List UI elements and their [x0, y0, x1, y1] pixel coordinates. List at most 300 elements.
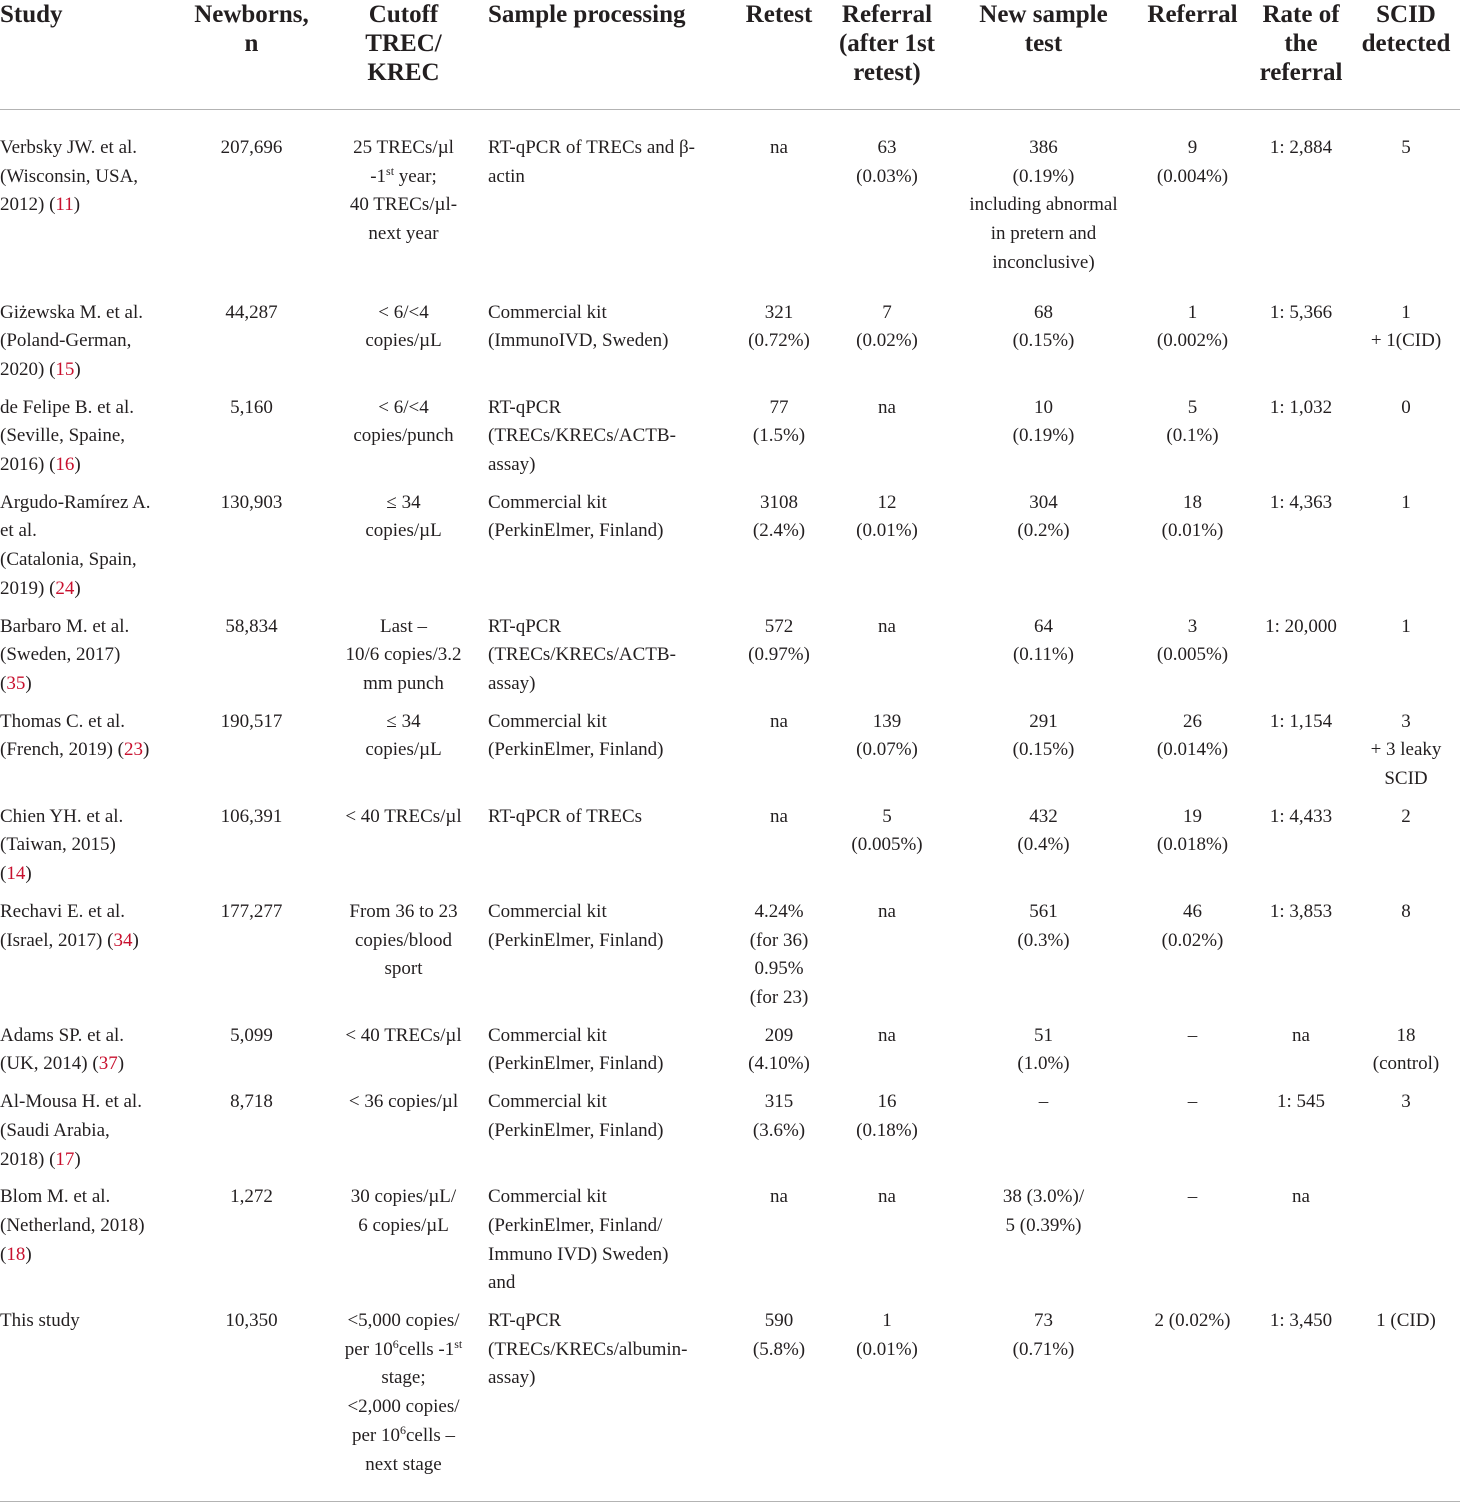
study-line: et al.: [0, 520, 37, 542]
study-line: [0, 736, 174, 765]
superscript: 6: [392, 1336, 399, 1351]
cell-line: (0.01%): [1161, 520, 1224, 542]
cell-line: na: [770, 1186, 788, 1208]
scid-detected-cell: [1352, 1022, 1460, 1088]
cell-line: including abnormal: [969, 194, 1118, 216]
cell-line: 3: [1187, 615, 1198, 637]
cutoff-line: [319, 163, 488, 192]
cell-line: (0.3%): [1017, 929, 1070, 951]
cutoff-cell: [319, 110, 488, 299]
cell-line: (PerkinElmer, Finland): [488, 739, 664, 761]
cutoff-text: per 10: [344, 1338, 393, 1360]
table-row: [0, 803, 1460, 898]
cell-line: (ImmunoIVD, Sweden): [488, 330, 669, 352]
study-text: ): [117, 1053, 125, 1075]
reference-link[interactable]: 17: [55, 1148, 75, 1170]
cell-line: na: [878, 1024, 896, 1046]
newborns-cell: 5,160: [230, 396, 273, 418]
rate-of-referral-cell: 1: 1,154: [1269, 710, 1333, 732]
cell-line: na: [770, 137, 788, 158]
study-line: Verbsky JW. et al.: [0, 137, 138, 158]
referral-cell: [1135, 1183, 1250, 1307]
header-line: SCID: [1376, 1, 1436, 28]
header-rate-of-referral: [1250, 0, 1352, 110]
referral-after-retest-cell: [822, 110, 952, 299]
cutoff-line: < 40 TRECs/µl: [345, 805, 462, 827]
retest-cell: [736, 1183, 822, 1307]
scid-detected-cell: [1352, 613, 1460, 708]
study-line: de Felipe B. et al.: [0, 396, 135, 418]
sample-processing-cell: [488, 110, 736, 299]
reference-link[interactable]: 18: [6, 1243, 26, 1265]
sample-processing-cell: [488, 1088, 736, 1183]
cutoff-line: copies/punch: [353, 425, 454, 447]
cell-line: 291: [1029, 710, 1058, 732]
cell-line: na: [878, 900, 896, 922]
cutoff-line: < 40 TRECs/µl: [345, 1024, 462, 1046]
rate-of-referral-cell: 1: 4,363: [1269, 491, 1333, 513]
study-line: Rechavi E. et al.: [0, 900, 126, 922]
cell-line: (0.4%): [1017, 834, 1070, 856]
cell-line: (3.6%): [752, 1119, 806, 1141]
cell-line: (0.97%): [748, 644, 810, 666]
scid-detected-cell: [1352, 708, 1460, 803]
reference-link[interactable]: 11: [55, 194, 74, 216]
cell-line: (0.002%): [1156, 330, 1229, 352]
study-text: ): [74, 454, 81, 476]
study-cell: [0, 613, 184, 708]
study-line: [0, 927, 174, 956]
study-cell: [0, 1183, 184, 1307]
cutoff-text: per 10: [351, 1424, 400, 1446]
cell-line: 38 (3.0%)/: [1002, 1186, 1085, 1208]
cell-line: (0.02%): [1161, 929, 1224, 951]
cell-line: (0.004%): [1156, 165, 1229, 187]
header-scid-detected: [1352, 0, 1460, 110]
cutoff-line: mm punch: [363, 672, 444, 694]
cell-line: 572: [764, 615, 794, 637]
new-sample-test-cell: [952, 489, 1135, 613]
cell-line: 64: [1034, 615, 1053, 637]
cutoff-line: copies/µL: [365, 739, 442, 761]
retest-cell: [736, 394, 822, 489]
study-text: 2019) (: [0, 577, 56, 599]
cutoff-cell: [319, 1183, 488, 1307]
scid-detected-cell: [1352, 299, 1460, 394]
study-text: ): [25, 1243, 32, 1265]
cell-line: Commercial kit: [488, 710, 607, 732]
cell-line: 4.24%: [754, 900, 804, 922]
study-line: Adams SP. et al.: [0, 1024, 125, 1046]
header-newborns: [184, 0, 319, 110]
scid-detected-cell: [1352, 898, 1460, 1022]
cell-line: RT-qPCR: [488, 1310, 562, 1332]
cell-line: 77: [769, 396, 789, 418]
table-row: [0, 110, 1460, 299]
study-line: [0, 356, 174, 385]
cutoff-line: stage;: [381, 1367, 426, 1389]
cell-line: 5: [1401, 137, 1411, 158]
table-row: [0, 1088, 1460, 1183]
study-line: [0, 860, 174, 889]
cell-line: (0.19%): [1012, 425, 1075, 447]
study-text: (Israel, 2017) (: [0, 929, 114, 951]
cutoff-line: < 36 copies/µl: [348, 1091, 459, 1113]
cell-line: 304: [1029, 491, 1058, 513]
cutoff-line: < 6/<4: [378, 396, 429, 418]
sample-processing-cell: [488, 394, 736, 489]
newborns-cell: 106,391: [220, 805, 283, 827]
sample-processing-cell: [488, 898, 736, 1022]
reference-link[interactable]: 23: [124, 739, 143, 761]
cell-line: 10: [1034, 396, 1053, 418]
cell-line: 5: [1187, 396, 1198, 418]
header-line: test: [1024, 30, 1063, 57]
cell-line: –: [1187, 1186, 1198, 1208]
cutoff-line: next year: [368, 223, 439, 245]
referral-cell: [1135, 708, 1250, 803]
cell-line: (PerkinElmer, Finland/: [488, 1214, 663, 1236]
sample-processing-cell: [488, 613, 736, 708]
cell-line: 18: [1396, 1024, 1416, 1046]
cell-line: 63: [877, 137, 897, 158]
cell-line: (PerkinElmer, Finland): [488, 1053, 664, 1075]
cell-line: assay): [488, 454, 536, 476]
study-line: [0, 575, 174, 604]
new-sample-test-cell: [952, 1307, 1135, 1502]
cell-line: RT-qPCR of TRECs and β-: [488, 137, 695, 158]
cell-line: and: [488, 1272, 516, 1294]
reference-link[interactable]: 16: [55, 454, 75, 476]
sample-processing-cell: [488, 708, 736, 803]
newborns-cell: 8,718: [230, 1091, 273, 1113]
new-sample-test-cell: [952, 613, 1135, 708]
cell-line: 19: [1183, 805, 1202, 827]
cell-line: (1.5%): [752, 425, 806, 447]
study-text: (UK, 2014) (: [0, 1053, 99, 1075]
cell-line: (0.018%): [1156, 834, 1229, 856]
study-line: (Saudi Arabia,: [0, 1119, 110, 1141]
newborns-cell: 10,350: [184, 1307, 319, 1502]
cell-line: (4.10%): [748, 1053, 810, 1075]
cell-line: (TRECs/KRECs/ACTB-: [488, 425, 676, 447]
referral-after-retest-cell: [822, 613, 952, 708]
cell-line: (0.18%): [856, 1119, 918, 1141]
study-text: ): [25, 672, 32, 694]
study-text: 2020) (: [0, 358, 56, 380]
study-cell: [0, 803, 184, 898]
cell-line: Commercial kit: [488, 1091, 607, 1113]
cell-line: (0.11%): [1012, 644, 1075, 666]
reference-link[interactable]: 34: [113, 929, 133, 951]
rate-of-referral-cell: na: [1292, 1024, 1310, 1046]
study-line: (Taiwan, 2015): [0, 834, 116, 856]
cutoff-cell: [319, 708, 488, 803]
referral-after-retest-cell: [822, 803, 952, 898]
rate-of-referral-cell: 1: 3,450: [1250, 1307, 1352, 1502]
referral-after-retest-cell: [822, 1022, 952, 1088]
cell-line: actin: [488, 165, 525, 187]
study-text: ): [74, 577, 81, 599]
cell-line: (control): [1372, 1053, 1440, 1075]
cell-line: 5 (0.39%): [1005, 1214, 1082, 1236]
referral-after-retest-cell: [822, 1307, 952, 1502]
retest-cell: [736, 110, 822, 299]
study-line: (Sweden, 2017): [0, 644, 121, 666]
header-line: n: [244, 30, 259, 57]
study-cell: [0, 489, 184, 613]
new-sample-test-cell: [952, 1183, 1135, 1307]
retest-cell: [736, 1022, 822, 1088]
scid-detected-cell: [1352, 803, 1460, 898]
study-text: (: [0, 1243, 7, 1265]
cutoff-line: copies/blood: [354, 929, 453, 951]
cutoff-line: ≤ 34: [386, 710, 421, 732]
cell-line: + 3 leaky: [1370, 739, 1442, 761]
cutoff-line: < 6/<4: [378, 301, 429, 323]
cell-line: 12: [877, 491, 897, 513]
study-line: [0, 1050, 174, 1079]
new-sample-test-cell: [952, 1022, 1135, 1088]
cell-line: (0.1%): [1166, 425, 1219, 447]
cell-line: (for 23): [749, 986, 809, 1008]
cell-line: 73: [1034, 1310, 1053, 1332]
study-text: (French, 2019) (: [0, 739, 124, 761]
cutoff-line: copies/µL: [365, 520, 442, 542]
cutoff-line: next stage: [365, 1453, 442, 1475]
header-line: Referral: [841, 1, 933, 28]
reference-link[interactable]: 37: [98, 1053, 118, 1075]
cell-line: Commercial kit: [488, 900, 607, 922]
cell-line: 432: [1029, 805, 1058, 827]
header-line: detected: [1361, 30, 1451, 57]
header-cutoff: [319, 0, 488, 110]
study-text: ): [25, 863, 32, 885]
study-line: (Poland-German,: [0, 330, 132, 352]
superscript: 6: [399, 1422, 406, 1437]
cutoff-cell: [319, 489, 488, 613]
header-line: referral: [1259, 59, 1343, 86]
cutoff-line: Last –: [380, 615, 427, 637]
cell-line: (5.8%): [752, 1338, 806, 1360]
newborns-cell: 5,099: [230, 1024, 273, 1046]
new-sample-test-cell: [952, 1088, 1135, 1183]
cell-line: 1: [1401, 491, 1411, 513]
cell-line: 386: [1029, 137, 1058, 158]
scid-detected-cell: [1352, 1183, 1460, 1307]
superscript: st: [386, 163, 395, 178]
cutoff-cell: [319, 1307, 488, 1502]
sample-processing-cell: [488, 1183, 736, 1307]
referral-cell: [1135, 613, 1250, 708]
study-cell: [0, 1022, 184, 1088]
cell-line: Commercial kit: [488, 491, 607, 513]
study-line: This study: [0, 1310, 80, 1332]
cell-line: (PerkinElmer, Finland): [488, 1119, 664, 1141]
study-line: Giżewska M. et al.: [0, 301, 143, 323]
new-sample-test-cell: [952, 803, 1135, 898]
cell-line: (TRECs/KRECs/albumin-: [488, 1338, 688, 1360]
study-text: ): [143, 739, 150, 761]
scid-detected-cell: [1352, 1307, 1460, 1502]
header-line: the: [1284, 30, 1318, 57]
header-referral-after-retest: [822, 0, 952, 110]
rate-of-referral-cell: 1: 4,433: [1269, 805, 1333, 827]
cell-line: 1: [882, 1310, 892, 1332]
referral-cell: [1135, 1307, 1250, 1502]
cell-line: 3108: [760, 491, 798, 513]
cutoff-line: [319, 1422, 488, 1451]
cell-line: 51: [1034, 1024, 1053, 1046]
cutoff-line: 10/6 copies/3.2: [345, 644, 462, 666]
cell-line: RT-qPCR: [488, 615, 562, 637]
header-row: [0, 0, 1460, 110]
study-line: (Wisconsin, USA,: [0, 165, 139, 187]
cell-line: (0.2%): [1017, 520, 1070, 542]
cell-line: (PerkinElmer, Finland): [488, 929, 664, 951]
rate-of-referral-cell: 1: 20,000: [1265, 615, 1337, 637]
referral-cell: [1135, 803, 1250, 898]
scid-detected-cell: [1352, 489, 1460, 613]
cell-line: 3: [1401, 1091, 1411, 1113]
referral-cell: [1135, 299, 1250, 394]
rate-of-referral-cell: 1: 2,884: [1269, 137, 1333, 158]
retest-cell: [736, 708, 822, 803]
newborns-cell: 177,277: [220, 900, 283, 922]
cell-line: 1: [1187, 301, 1198, 323]
cutoff-line: From 36 to 23: [349, 900, 458, 922]
cell-line: (0.07%): [856, 739, 918, 761]
referral-after-retest-cell: [822, 489, 952, 613]
header-line: New sample: [979, 1, 1108, 28]
sample-processing-cell: [488, 299, 736, 394]
cutoff-line: 6 copies/µL: [358, 1214, 449, 1236]
study-line: [0, 451, 174, 480]
cutoff-cell: [319, 898, 488, 1022]
referral-after-retest-cell: [822, 1183, 952, 1307]
scid-detected-cell: [1352, 110, 1460, 299]
study-line: [0, 191, 174, 220]
rate-of-referral-cell: 1: 3,853: [1269, 900, 1333, 922]
study-line: (Netherland, 2018): [0, 1214, 145, 1236]
reference-link[interactable]: 35: [6, 672, 26, 694]
cell-line: (0.01%): [856, 520, 918, 542]
sample-processing-cell: [488, 1307, 736, 1502]
cell-line: na: [878, 1186, 896, 1208]
cell-line: (2.4%): [752, 520, 806, 542]
cell-line: 2 (0.02%): [1154, 1310, 1231, 1332]
rate-of-referral-cell: 1: 545: [1276, 1091, 1326, 1113]
cell-line: + 1(CID): [1370, 330, 1442, 352]
referral-cell: [1135, 394, 1250, 489]
cell-line: 0.95%: [754, 958, 804, 980]
cell-line: (0.014%): [1156, 739, 1229, 761]
cutoff-line: sport: [384, 958, 423, 980]
cell-line: 315: [764, 1091, 794, 1113]
referral-after-retest-cell: [822, 708, 952, 803]
newborns-cell: 130,903: [220, 491, 283, 513]
referral-after-retest-cell: [822, 898, 952, 1022]
study-text: ): [74, 1148, 81, 1170]
reference-link[interactable]: 14: [6, 863, 26, 885]
study-cell: [0, 110, 184, 299]
table-row: [0, 489, 1460, 613]
table-row: [0, 1022, 1460, 1088]
cell-line: 3: [1401, 710, 1411, 732]
cell-line: SCID: [1384, 768, 1428, 790]
new-sample-test-cell: [952, 898, 1135, 1022]
study-line: Blom M. et al.: [0, 1186, 111, 1208]
study-line: (Seville, Spaine,: [0, 425, 126, 447]
retest-cell: [736, 1088, 822, 1183]
newborns-cell: 190,517: [220, 710, 283, 732]
cutoff-cell: [319, 299, 488, 394]
header-line: Cutoff: [368, 1, 439, 28]
cell-line: (0.71%): [1012, 1338, 1075, 1360]
cell-line: (0.15%): [1012, 739, 1075, 761]
cell-line: (1.0%): [1017, 1053, 1070, 1075]
header-referral: Referral: [1135, 0, 1250, 110]
superscript: st: [454, 1336, 463, 1351]
study-text: 2012) (: [0, 194, 56, 216]
table-row: [0, 708, 1460, 803]
sample-processing-cell: [488, 803, 736, 898]
study-text: 2016) (: [0, 454, 56, 476]
cell-line: na: [878, 396, 896, 418]
header-new-sample-test: [952, 0, 1135, 110]
newborns-cell: 58,834: [225, 615, 278, 637]
cell-line: (0.005%): [851, 834, 923, 856]
referral-after-retest-cell: [822, 394, 952, 489]
header-sample-processing: Sample processing: [488, 0, 736, 110]
cutoff-cell: [319, 803, 488, 898]
sample-processing-cell: [488, 489, 736, 613]
cell-line: –: [1187, 1024, 1198, 1046]
cell-line: (0.03%): [856, 165, 918, 187]
cell-line: inconclusive): [992, 251, 1095, 273]
cutoff-text: year;: [394, 165, 437, 187]
study-line: Argudo-Ramírez A.: [0, 491, 151, 513]
referral-cell: [1135, 489, 1250, 613]
cell-line: 46: [1183, 900, 1202, 922]
referral-cell: [1135, 1022, 1250, 1088]
cell-line: 321: [764, 301, 794, 323]
sample-processing-cell: [488, 1022, 736, 1088]
study-line: Thomas C. et al.: [0, 710, 126, 732]
cell-line: RT-qPCR: [488, 396, 562, 418]
cell-line: (0.02%): [856, 330, 918, 352]
newborns-cell: 207,696: [220, 137, 283, 158]
reference-link[interactable]: 24: [55, 577, 75, 599]
cutoff-text: cells -1: [398, 1338, 455, 1360]
header-line: TREC/: [365, 30, 442, 57]
study-text: ): [74, 358, 81, 380]
cell-line: 561: [1029, 900, 1058, 922]
study-cell: [0, 898, 184, 1022]
cell-line: –: [1038, 1091, 1049, 1113]
cell-line: 7: [882, 301, 892, 323]
cell-line: Commercial kit: [488, 301, 607, 323]
study-cell: [0, 394, 184, 489]
cell-line: in pretern and: [990, 223, 1097, 245]
cell-line: Commercial kit: [488, 1186, 607, 1208]
table-row: [0, 299, 1460, 394]
cutoff-line: ≤ 34: [386, 491, 421, 513]
table-row: [0, 613, 1460, 708]
reference-link[interactable]: 15: [55, 358, 75, 380]
study-line: [0, 670, 174, 699]
retest-cell: [736, 1307, 822, 1502]
